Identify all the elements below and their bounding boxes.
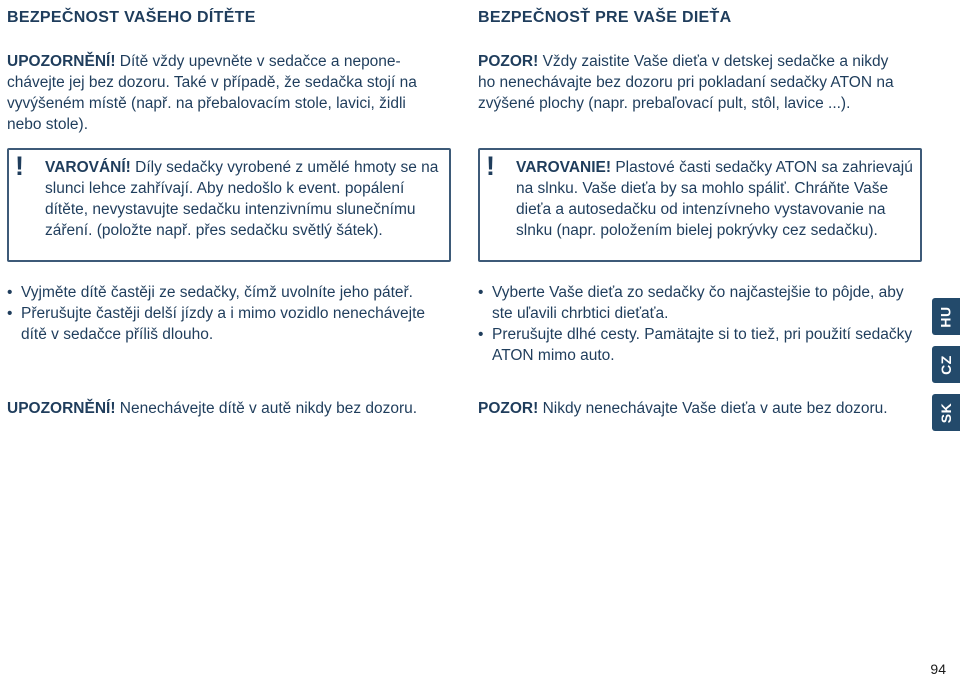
tab-hu[interactable] — [932, 298, 960, 335]
sk-final-caution — [478, 398, 898, 419]
tab-cz-label: CZ — [937, 354, 954, 375]
cz-caution-body: Dítě vždy upevněte v sedačce a neponechávejte jej bez dozoru. Také v případě, že sedačka stojí na vyvýšeném místě (např. na přebalovacím stole, lavici, židli nebo stole). — [7, 53, 417, 133]
sk-warning-body: Plastové časti sedačky ATON sa zahrievajú na slnku. Vaše dieťa by sa mohlo spáliť. Chráňte Vaše dieťa a autosedačku od intenzívneho vystavovanie na slnku (napr. položením bielej pokrývky cez sedačku). — [516, 159, 913, 239]
sk-final-body: Nikdy nenechávajte Vaše dieťa v aute bez dozoru. — [538, 400, 888, 417]
tab-hu-label: HU — [937, 305, 954, 328]
sk-warning-box — [478, 148, 922, 262]
cz-bullet-item: • Vyjměte dítě častěji ze sedačky, čímž uvolníte jeho páteř. — [7, 282, 447, 303]
sk-caution-body: Vždy zaistite Vaše dieťa v detskej sedačke a nikdy ho nenechávajte bez dozoru pri pokladaní sedačky ATON na zvýšené plochy (napr. prebaľovací pult, stôl, lavice ...). — [478, 53, 894, 112]
sk-bullet-list — [478, 282, 918, 366]
cz-final-lead: UPOZORNĚNÍ! — [7, 400, 116, 417]
sk-warning-text — [516, 157, 918, 241]
cz-bullet-list — [7, 282, 447, 345]
sk-warning-lead: VAROVANIE! — [516, 159, 612, 176]
cz-final-body: Nenechávejte dítě v autě nikdy bez dozoru. — [115, 400, 418, 417]
cz-warning-text — [45, 157, 447, 241]
cz-bullet-item: • Přerušujte častěji delší jízdy a i mimo vozidlo nenechávejte dítě v sedačce příliš dlouho. — [7, 303, 447, 345]
tab-sk[interactable] — [932, 394, 960, 431]
cz-final-caution — [7, 398, 427, 419]
sk-warning-icon: ! — [486, 151, 495, 181]
cz-warning-box — [7, 148, 451, 262]
tab-sk-label: SK — [937, 402, 954, 423]
sk-heading: BEZPEČNOSŤ PRE VAŠE DIEŤA — [478, 9, 732, 26]
cz-warning-body: Díly sedačky vyrobené z umělé hmoty se na slunci lehce zahřívají. Aby nedošlo k event. popálení dítěte, nevystavujte sedačku intenzivnímu slunečnímu záření. (položte např. přes sedačku světlý šátek). — [45, 159, 439, 239]
cz-warning-lead: VAROVÁNÍ! — [45, 159, 131, 176]
sk-final-lead: POZOR! — [478, 400, 539, 417]
page-number: 94 — [930, 661, 946, 677]
tab-cz[interactable] — [932, 346, 960, 383]
cz-caution-lead: UPOZORNĚNÍ! — [7, 53, 116, 70]
cz-caution — [7, 51, 437, 135]
sk-caution-lead: POZOR! — [478, 53, 539, 70]
cz-warning-icon: ! — [15, 151, 24, 181]
sk-bullet-item: • Vyberte Vaše dieťa zo sedačky čo najčastejšie to pôjde, aby ste uľavili chrbtici dieťaťa. — [478, 282, 918, 324]
sk-bullet-item: • Prerušujte dlhé cesty. Pamätajte si to tiež, pri použití sedačky ATON mimo auto. — [478, 324, 918, 366]
cz-heading: BEZPEČNOST VAŠEHO DÍTĚTE — [7, 9, 256, 26]
sk-caution — [478, 51, 908, 114]
